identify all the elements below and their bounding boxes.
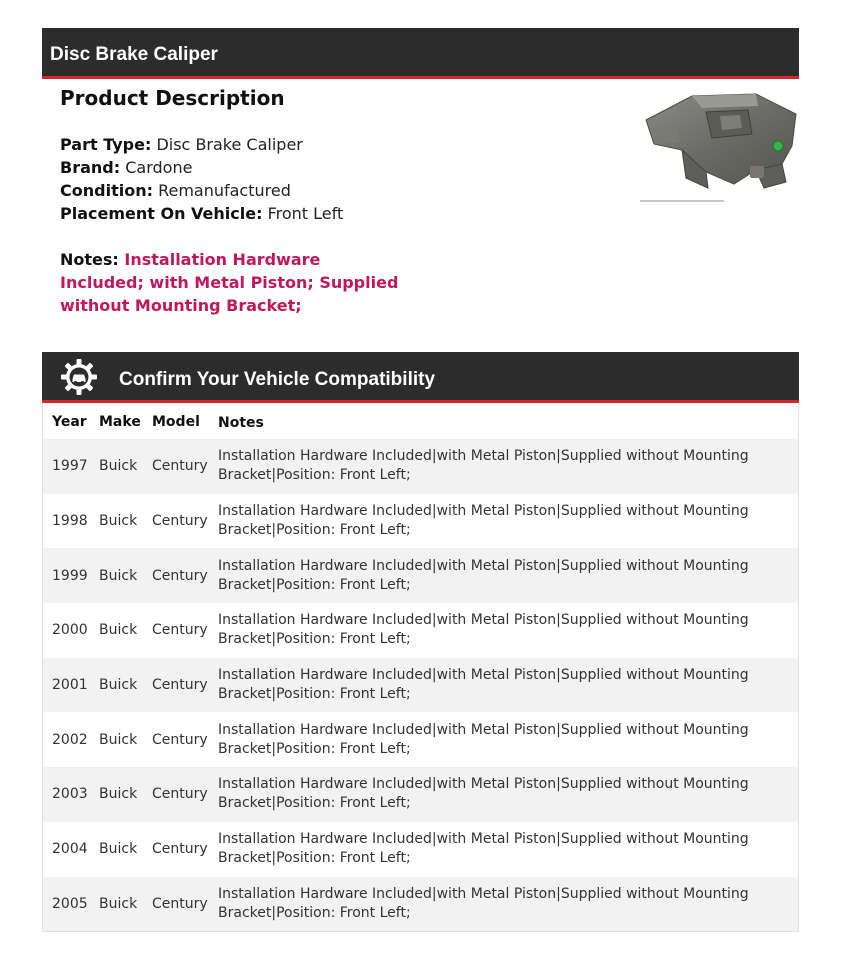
- cell-model: Century: [152, 895, 208, 912]
- cell-model: Century: [152, 786, 208, 803]
- table-row: [43, 548, 798, 603]
- notes-label: Notes:: [60, 250, 119, 269]
- table-row: [43, 767, 798, 822]
- cell-notes: Installation Hardware Included|with Metal Piston|Supplied without Mounting Bracket|Position: Front Left;: [218, 503, 749, 539]
- cell-notes: Installation Hardware Included|with Metal Piston|Supplied without Mounting Bracket|Position: Front Left;: [218, 557, 749, 593]
- cell-year: 2000: [52, 622, 88, 639]
- title-banner: [42, 28, 799, 79]
- cell-notes: Installation Hardware Included|with Metal Piston|Supplied without Mounting Bracket|Position: Front Left;: [218, 667, 749, 703]
- spec-row-placement: [60, 202, 580, 225]
- spec-label: Placement On Vehicle:: [60, 204, 263, 223]
- cell-make: Buick: [99, 895, 138, 912]
- column-header-make: Make: [99, 414, 141, 430]
- cell-make: Buick: [99, 677, 138, 694]
- cell-make: Buick: [99, 731, 138, 748]
- cell-model: Century: [152, 458, 208, 475]
- table-row: [43, 712, 798, 767]
- cell-make: Buick: [99, 622, 138, 639]
- cell-make: Buick: [99, 458, 138, 475]
- cell-model: Century: [152, 567, 208, 584]
- table-row: [43, 822, 798, 877]
- spec-value: Remanufactured: [158, 181, 291, 200]
- compatibility-table: [42, 403, 799, 932]
- spec-value: Front Left: [267, 204, 344, 223]
- gear-car-icon: [60, 358, 98, 396]
- description-heading: Product Description: [60, 86, 285, 110]
- notes-text: Installation Hardware Included; with Metal Piston; Supplied without Mounting Bracket;: [60, 250, 399, 315]
- cell-notes: Installation Hardware Included|with Metal Piston|Supplied without Mounting Bracket|Position: Front Left;: [218, 448, 749, 484]
- cell-notes: Installation Hardware Included|with Metal Piston|Supplied without Mounting Bracket|Position: Front Left;: [218, 721, 749, 757]
- cell-notes: Installation Hardware Included|with Metal Piston|Supplied without Mounting Bracket|Position: Front Left;: [218, 831, 749, 867]
- cell-make: Buick: [99, 567, 138, 584]
- cell-model: Century: [152, 841, 208, 858]
- column-header-notes: Notes: [218, 415, 264, 431]
- spec-label: Brand:: [60, 158, 121, 177]
- cell-notes: Installation Hardware Included|with Metal Piston|Supplied without Mounting Bracket|Position: Front Left;: [218, 776, 749, 812]
- cell-year: 2003: [52, 786, 88, 803]
- cell-model: Century: [152, 622, 208, 639]
- cell-notes: Installation Hardware Included|with Metal Piston|Supplied without Mounting Bracket|Position: Front Left;: [218, 612, 749, 648]
- cell-make: Buick: [99, 513, 138, 530]
- spec-row-brand: [60, 156, 580, 179]
- table-row: [43, 603, 798, 658]
- cell-year: 1998: [52, 513, 88, 530]
- cell-year: 1999: [52, 567, 88, 584]
- cell-year: 1997: [52, 458, 88, 475]
- table-row: [43, 494, 798, 549]
- cell-notes: Installation Hardware Included|with Metal Piston|Supplied without Mounting Bracket|Position: Front Left;: [218, 885, 749, 921]
- spec-row-part-type: [60, 133, 580, 156]
- notes: [60, 248, 400, 317]
- spec-value: Cardone: [125, 158, 193, 177]
- cell-year: 2002: [52, 731, 88, 748]
- table-row: [43, 439, 798, 494]
- cell-year: 2001: [52, 677, 88, 694]
- spec-value: Disc Brake Caliper: [156, 135, 303, 154]
- spec-label: Condition:: [60, 181, 153, 200]
- column-header-model: Model: [152, 414, 200, 430]
- page-title: Disc Brake Caliper: [50, 44, 218, 65]
- cell-make: Buick: [99, 786, 138, 803]
- brake-caliper-photo: [636, 86, 802, 208]
- cell-model: Century: [152, 677, 208, 694]
- cell-year: 2004: [52, 841, 88, 858]
- spec-list: [60, 133, 580, 225]
- spec-label: Part Type:: [60, 135, 152, 154]
- table-header: [43, 403, 798, 439]
- compat-banner: [42, 352, 799, 403]
- spec-row-condition: [60, 179, 580, 202]
- cell-year: 2005: [52, 895, 88, 912]
- product-image: [636, 86, 802, 208]
- cell-make: Buick: [99, 841, 138, 858]
- compat-title: Confirm Your Vehicle Compatibility: [119, 369, 436, 390]
- cell-model: Century: [152, 513, 208, 530]
- table-row: [43, 658, 798, 713]
- column-header-year: Year: [52, 414, 87, 430]
- table-row: [43, 877, 798, 932]
- cell-model: Century: [152, 731, 208, 748]
- product-description: [60, 86, 580, 317]
